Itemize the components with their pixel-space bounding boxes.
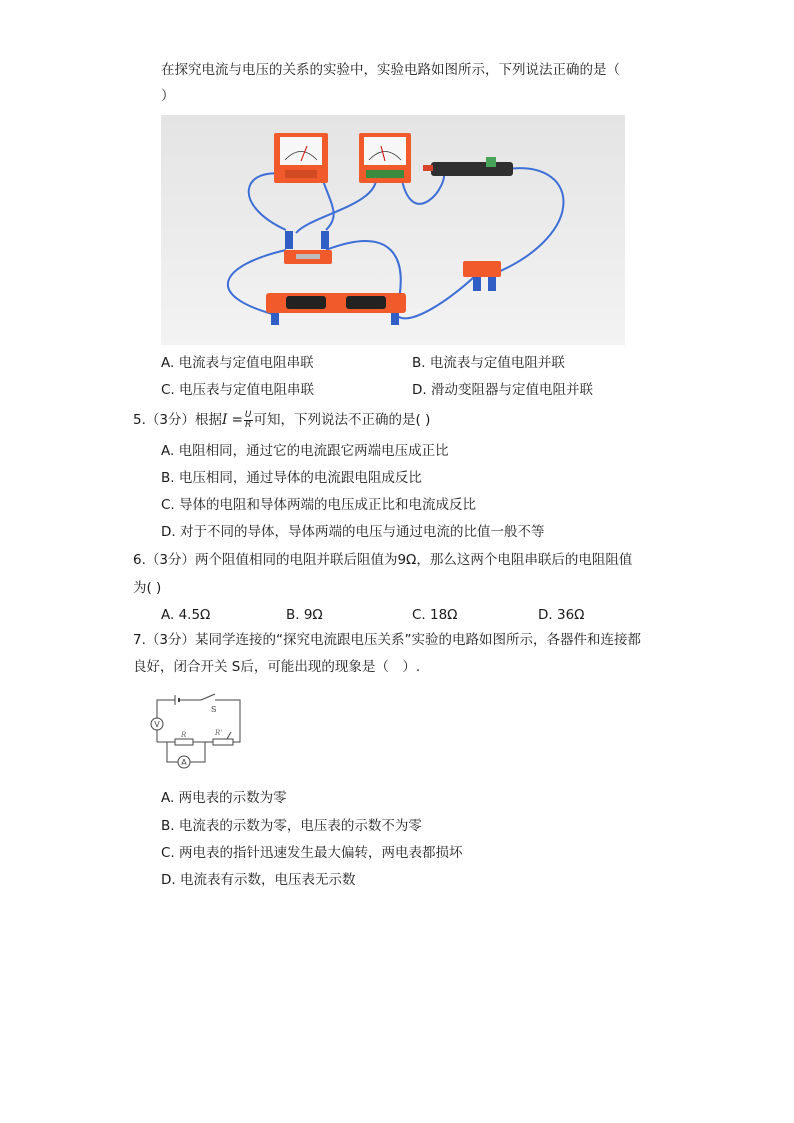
q4-option-d: D. 滑动变阻器与定值电阻并联 xyxy=(412,382,593,398)
q4-option-b: B. 电流表与定值电阻并联 xyxy=(412,355,565,371)
q5-stem xyxy=(133,410,430,430)
q5-formula-lhs: I = xyxy=(221,412,243,428)
circuit-schematic xyxy=(145,688,245,774)
q5-option-a: A. 电阻相同，通过它的电流跟它两端电压成正比 xyxy=(161,443,449,459)
rheostat-label: R' xyxy=(215,729,223,737)
q6-stem-line1: 6.（3分）两个阻值相同的电阻并联后阻值为9Ω，那么这两个电阻串联后的电阻阻值 xyxy=(133,552,633,568)
q4-stem-line1: 在探究电流与电压的关系的实验中，实验电路如图所示，下列说法正确的是（ xyxy=(161,62,620,78)
experiment-photo xyxy=(161,115,625,345)
resistor-label: R xyxy=(181,731,187,739)
q7-option-a: A. 两电表的示数为零 xyxy=(161,790,287,806)
q5-option-d: D. 对于不同的导体，导体两端的电压与通过电流的比值一般不等 xyxy=(161,524,545,540)
q7-stem-line1: 7.（3分）某同学连接的“探究电流跟电压关系”实验的电路如图所示，各器件和连接都 xyxy=(133,632,641,648)
q7-option-b: B. 电流表的示数为零，电压表的示数不为零 xyxy=(161,818,422,834)
q7-option-c: C. 两电表的指针迅速发生最大偏转，两电表都损坏 xyxy=(161,845,463,861)
q4-stem-line2: ） xyxy=(161,88,175,104)
q6-option-d: D. 36Ω xyxy=(538,607,585,623)
q5-formula-denominator: R xyxy=(245,419,252,430)
q5-option-b: B. 电压相同，通过导体的电流跟电阻成反比 xyxy=(161,470,422,486)
q7-circuit-diagram xyxy=(145,688,245,774)
q5-suffix: 可知，下列说法不正确的是( ) xyxy=(253,412,431,428)
voltmeter-label: V xyxy=(154,720,160,729)
switch-label: S xyxy=(211,705,217,714)
q7-option-d: D. 电流表有示数，电压表无示数 xyxy=(161,872,356,888)
q4-option-a: A. 电流表与定值电阻串联 xyxy=(161,355,314,371)
q7-stem-line2: 良好，闭合开关 S后，可能出现的现象是（ ）. xyxy=(133,659,421,675)
experiment-photo-illustration xyxy=(161,115,625,345)
q5-formula-fraction xyxy=(244,411,253,430)
q6-option-b: B. 9Ω xyxy=(286,607,323,623)
q6-option-c: C. 18Ω xyxy=(412,607,458,623)
q5-formula-numerator: U xyxy=(244,409,252,420)
q5-prefix: 5.（3分）根据 xyxy=(133,412,222,428)
q6-stem-line2: 为( ) xyxy=(133,580,162,596)
q5-option-c: C. 导体的电阻和导体两端的电压成正比和电流成反比 xyxy=(161,497,477,513)
q6-option-a: A. 4.5Ω xyxy=(161,607,211,623)
ammeter-label: A xyxy=(181,758,187,767)
q4-option-c: C. 电压表与定值电阻串联 xyxy=(161,382,315,398)
